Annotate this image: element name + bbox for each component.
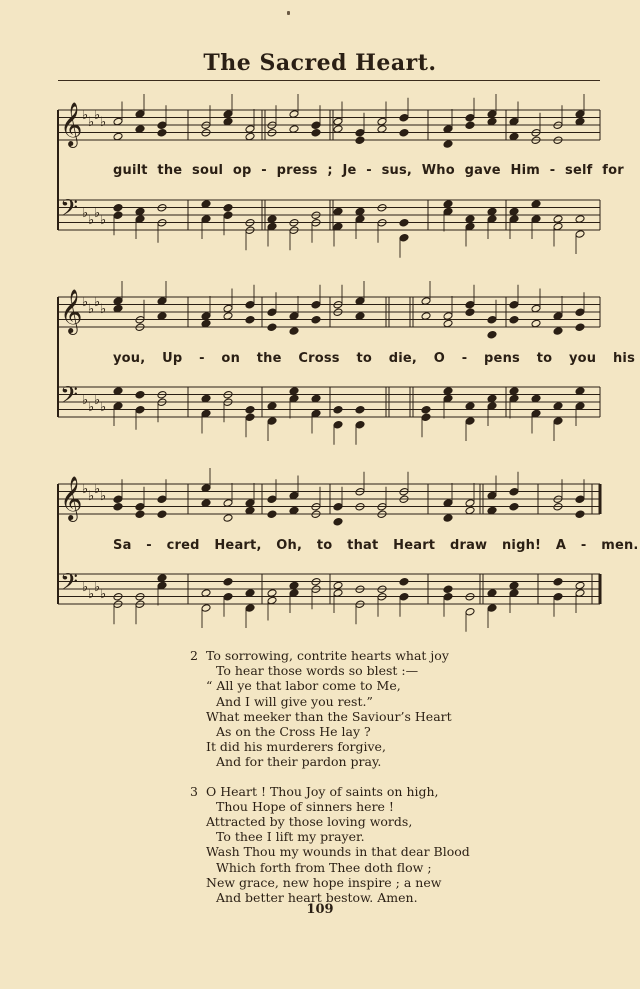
note-head — [355, 312, 365, 321]
flat-icon: ♭ — [100, 489, 107, 504]
note-head — [201, 215, 211, 224]
flat-icon: ♭ — [88, 302, 95, 317]
flat-icon: ♭ — [94, 295, 101, 310]
note-head — [553, 577, 563, 586]
note-head — [113, 211, 123, 220]
note-head — [443, 394, 453, 403]
note-head — [245, 499, 255, 508]
note-head — [289, 387, 299, 396]
note-head — [113, 502, 123, 511]
note-head — [421, 405, 431, 414]
note-head — [245, 315, 255, 324]
note-head — [443, 200, 453, 209]
note-head — [223, 577, 233, 586]
note-head — [333, 405, 343, 414]
note-head — [399, 592, 409, 601]
note-head — [113, 117, 123, 126]
note-head — [465, 300, 475, 309]
note-head — [487, 604, 497, 613]
note-head — [465, 308, 475, 317]
note-head — [113, 203, 123, 212]
note-head — [465, 499, 475, 508]
note-head — [443, 140, 453, 149]
flat-icon: ♭ — [82, 295, 89, 310]
note-head — [201, 604, 211, 613]
note-head — [443, 319, 453, 328]
note-head — [157, 574, 167, 583]
flat-icon: ♭ — [88, 587, 95, 602]
note-head — [487, 394, 497, 403]
note-head — [465, 506, 475, 515]
note-head — [267, 596, 277, 605]
flat-icon: ♭ — [100, 115, 107, 130]
note-head — [245, 125, 255, 134]
note-head — [157, 312, 167, 321]
lyric-line-3: Sa - cred Heart, Oh, to that Heart draw nigh! A - men. — [113, 538, 639, 553]
note-head — [487, 589, 497, 598]
note-head — [531, 304, 541, 313]
note-head — [553, 592, 563, 601]
lyric-line-2: you, Up - on the Cross to die, O - pens to you his — [113, 351, 636, 366]
flat-icon: ♭ — [94, 580, 101, 595]
verse-line: And better heart bestow. Amen. — [216, 890, 418, 906]
note-head — [465, 121, 475, 130]
note-head — [333, 517, 343, 526]
note-head — [289, 125, 299, 134]
note-head — [487, 117, 497, 126]
note-head — [399, 233, 409, 242]
note-head — [113, 495, 123, 504]
note-head — [443, 387, 453, 396]
bass-clef-icon: 𝄢 — [60, 194, 79, 227]
note-head — [487, 315, 497, 324]
note-head — [223, 203, 233, 212]
note-head — [113, 387, 123, 396]
note-head — [443, 312, 453, 321]
note-head — [333, 502, 343, 511]
note-head — [267, 510, 277, 519]
note-head — [267, 402, 277, 411]
note-head — [575, 581, 585, 590]
note-head — [135, 125, 145, 134]
note-head — [311, 394, 321, 403]
note-head — [509, 387, 519, 396]
note-head — [245, 300, 255, 309]
note-head — [531, 200, 541, 209]
bass-clef-icon: 𝄢 — [60, 568, 79, 601]
note-head — [245, 132, 255, 141]
note-head — [465, 402, 475, 411]
note-head — [421, 413, 431, 422]
note-head — [487, 330, 497, 339]
note-head — [289, 312, 299, 321]
note-head — [355, 128, 365, 137]
note-head — [267, 308, 277, 317]
verse-line: Which forth from Thee doth flow ; — [216, 859, 432, 875]
note-head — [223, 312, 233, 321]
note-head — [267, 323, 277, 332]
note-head — [575, 589, 585, 598]
note-head — [509, 315, 519, 324]
note-head — [311, 300, 321, 309]
note-head — [113, 297, 123, 306]
note-head — [509, 207, 519, 216]
note-head — [201, 409, 211, 418]
note-head — [465, 215, 475, 224]
note-head — [531, 409, 541, 418]
flat-icon: ♭ — [82, 206, 89, 221]
note-head — [355, 207, 365, 216]
note-head — [157, 297, 167, 306]
verse-line: As on the Cross He lay ? — [216, 724, 371, 740]
note-head — [135, 207, 145, 216]
note-head — [509, 589, 519, 598]
flat-icon: ♭ — [88, 400, 95, 415]
note-head — [553, 417, 563, 426]
note-head — [245, 604, 255, 613]
note-head — [267, 495, 277, 504]
verse-line: Attracted by those loving words, — [206, 814, 413, 830]
note-head — [223, 499, 233, 508]
note-head — [289, 394, 299, 403]
note-head — [135, 510, 145, 519]
verse-line: To hear those words so blest :— — [216, 663, 419, 679]
note-head — [267, 215, 277, 224]
note-head — [289, 506, 299, 515]
note-head — [531, 394, 541, 403]
verse-line: And for their pardon pray. — [216, 754, 382, 770]
note-head — [333, 222, 343, 231]
note-head — [157, 128, 167, 137]
note-head — [575, 230, 585, 239]
note-head — [157, 510, 167, 519]
flat-icon: ♭ — [82, 482, 89, 497]
note-head — [553, 312, 563, 321]
note-head — [575, 110, 585, 119]
note-head — [135, 215, 145, 224]
note-head — [157, 581, 167, 590]
note-head — [311, 409, 321, 418]
treble-clef-icon: 𝄞 — [60, 476, 83, 520]
note-head — [113, 132, 123, 141]
note-head — [201, 319, 211, 328]
note-head — [333, 117, 343, 126]
verse-line: To sorrowing, contrite hearts what joy — [206, 648, 449, 663]
note-head — [575, 117, 585, 126]
note-head — [245, 413, 255, 422]
note-head — [267, 589, 277, 598]
note-head — [575, 323, 585, 332]
treble-clef-icon: 𝄞 — [60, 102, 83, 146]
note-head — [509, 394, 519, 403]
note-head — [201, 200, 211, 209]
note-head — [531, 319, 541, 328]
note-head — [399, 577, 409, 586]
note-head — [333, 125, 343, 134]
note-head — [509, 581, 519, 590]
note-head — [509, 117, 519, 126]
note-head — [553, 215, 563, 224]
note-head — [223, 304, 233, 313]
note-head — [113, 304, 123, 313]
verse-line: Thou Hope of sinners here ! — [216, 798, 394, 814]
note-head — [465, 113, 475, 122]
note-head — [553, 402, 563, 411]
note-head — [443, 585, 453, 594]
note-head — [333, 207, 343, 216]
verse-line: New grace, new hope inspire ; a new — [206, 874, 442, 890]
note-head — [465, 417, 475, 426]
note-head — [157, 121, 167, 130]
note-head — [333, 420, 343, 429]
note-head — [223, 211, 233, 220]
verse-line: “ All ye that labor come to Me, — [206, 678, 401, 694]
flat-icon: ♭ — [88, 213, 95, 228]
note-head — [575, 495, 585, 504]
note-head — [157, 495, 167, 504]
flat-icon: ♭ — [82, 580, 89, 595]
note-head — [443, 592, 453, 601]
note-head — [311, 128, 321, 137]
page-number: 109 — [306, 902, 334, 917]
note-head — [355, 405, 365, 414]
note-head — [223, 592, 233, 601]
verse-number: 3 — [190, 783, 198, 799]
note-head — [201, 484, 211, 493]
note-head — [135, 390, 145, 399]
verse-3 — [190, 784, 470, 906]
note-head — [509, 132, 519, 141]
verses — [190, 648, 470, 905]
note-head — [575, 308, 585, 317]
note-head — [465, 222, 475, 231]
note-head — [443, 207, 453, 216]
note-head — [223, 514, 233, 523]
note-head — [289, 110, 299, 119]
note-head — [355, 297, 365, 306]
verse-line: O Heart ! Thou Joy of saints on high, — [206, 783, 439, 799]
flat-icon: ♭ — [88, 489, 95, 504]
verse-number: 2 — [190, 648, 198, 663]
note-head — [135, 502, 145, 511]
note-head — [333, 581, 343, 590]
note-head — [355, 420, 365, 429]
note-head — [333, 589, 343, 598]
note-head — [443, 125, 453, 134]
note-head — [509, 502, 519, 511]
note-head — [201, 394, 211, 403]
note-head — [267, 417, 277, 426]
note-head — [421, 312, 431, 321]
flat-icon: ♭ — [100, 400, 107, 415]
verse-line: And I will give you rest.” — [216, 693, 373, 709]
note-head — [531, 215, 541, 224]
note-head — [399, 113, 409, 122]
note-head — [377, 117, 387, 126]
note-head — [421, 297, 431, 306]
flat-icon: ♭ — [100, 587, 107, 602]
note-head — [223, 117, 233, 126]
note-head — [223, 110, 233, 119]
flat-icon: ♭ — [94, 393, 101, 408]
note-head — [201, 312, 211, 321]
note-head — [289, 589, 299, 598]
note-head — [509, 487, 519, 496]
note-head — [201, 499, 211, 508]
note-head — [575, 215, 585, 224]
note-head — [289, 491, 299, 500]
flat-icon: ♭ — [94, 482, 101, 497]
note-head — [575, 510, 585, 519]
note-head — [113, 402, 123, 411]
note-head — [245, 405, 255, 414]
note-head — [443, 499, 453, 508]
flat-icon: ♭ — [88, 115, 95, 130]
flat-icon: ♭ — [94, 108, 101, 123]
note-head — [289, 327, 299, 336]
note-head — [509, 300, 519, 309]
verse-line: Wash Thou my wounds in that dear Blood — [206, 844, 470, 860]
verse-line: It did his murderers forgive, — [206, 739, 386, 755]
note-head — [487, 491, 497, 500]
verse-2 — [190, 648, 470, 770]
note-head — [575, 402, 585, 411]
lyric-line-1: guilt the soul op - press ; Je - sus, Who gave Him - self for — [113, 163, 624, 178]
note-head — [135, 110, 145, 119]
bass-clef-icon: 𝄢 — [60, 381, 79, 414]
note-head — [487, 215, 497, 224]
treble-clef-icon: 𝄞 — [60, 289, 83, 333]
note-head — [443, 514, 453, 523]
note-head — [377, 125, 387, 134]
note-head — [465, 607, 475, 616]
flat-icon: ♭ — [82, 108, 89, 123]
flat-icon: ♭ — [94, 206, 101, 221]
flat-icon: ♭ — [100, 213, 107, 228]
note-head — [245, 506, 255, 515]
note-head — [355, 136, 365, 145]
note-head — [399, 218, 409, 227]
note-head — [487, 402, 497, 411]
note-head — [487, 207, 497, 216]
note-head — [245, 589, 255, 598]
note-head — [267, 222, 277, 231]
note-head — [311, 121, 321, 130]
note-head — [553, 222, 563, 231]
note-head — [487, 506, 497, 515]
note-head — [399, 128, 409, 137]
note-head — [289, 581, 299, 590]
verse-line: What meeker than the Saviour’s Heart — [206, 708, 452, 724]
flat-icon: ♭ — [100, 302, 107, 317]
hymn-title: The Sacred Heart. — [203, 50, 437, 76]
note-head — [575, 387, 585, 396]
note-head — [311, 315, 321, 324]
note-head — [509, 215, 519, 224]
note-head — [135, 405, 145, 414]
verse-line: To thee I lift my prayer. — [216, 829, 365, 845]
flat-icon: ♭ — [82, 393, 89, 408]
note-head — [355, 215, 365, 224]
note-head — [487, 110, 497, 119]
note-head — [201, 589, 211, 598]
note-head — [553, 327, 563, 336]
